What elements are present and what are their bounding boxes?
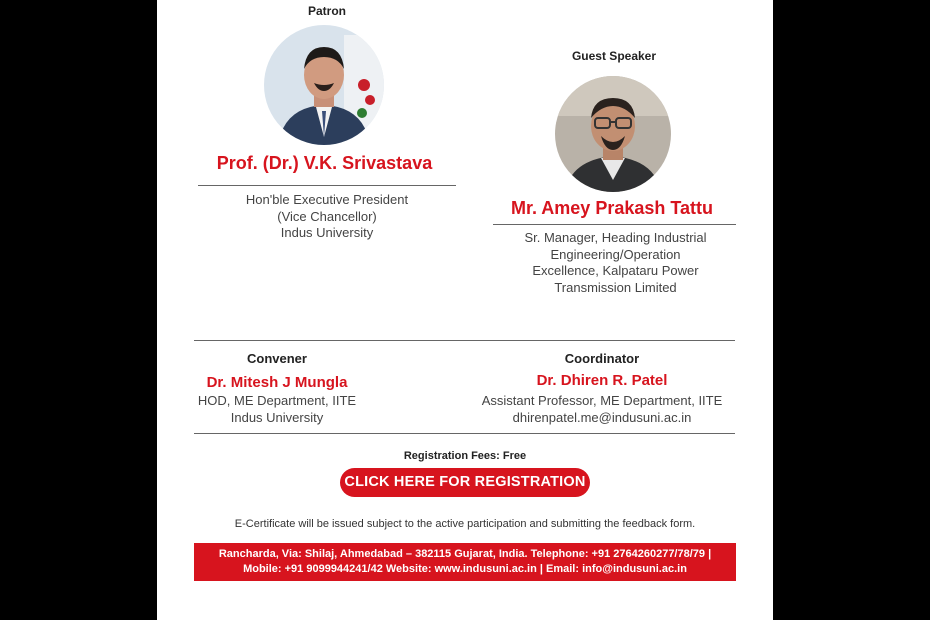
event-poster [157, 0, 773, 620]
coordinator-description [462, 393, 742, 426]
convener-heading: Convener [247, 351, 307, 366]
coordinator-name: Dr. Dhiren R. Patel [536, 372, 668, 389]
guest-speaker-description [487, 230, 744, 296]
section-divider [194, 433, 735, 434]
patron-divider [198, 185, 456, 186]
patron-description [197, 192, 457, 242]
registration-fees: Registration Fees: Free [403, 450, 527, 462]
guest-line: Engineering/Operation [550, 246, 681, 262]
guest-speaker-divider [493, 224, 736, 225]
convener-line: HOD, ME Department, IITE [197, 393, 357, 408]
patron-line: (Vice Chancellor) [277, 208, 377, 224]
convener-description [182, 393, 372, 426]
guest-line: Transmission Limited [554, 279, 677, 295]
patron-name: Prof. (Dr.) V.K. Srivastava [216, 153, 433, 173]
coordinator-line: Assistant Professor, ME Department, IITE [481, 393, 723, 408]
person-photo-icon [555, 76, 671, 192]
coordinator-heading: Coordinator [564, 351, 640, 366]
patron-heading: Patron [307, 4, 346, 18]
registration-button[interactable]: CLICK HERE FOR REGISTRATION [340, 468, 590, 497]
section-divider [194, 340, 735, 341]
guest-line: Excellence, Kalpataru Power [532, 263, 699, 278]
person-photo-icon [264, 25, 384, 145]
guest-speaker-photo [555, 76, 671, 192]
certificate-note: E-Certificate will be issued subject to the active participation and submitting the feedback form. [234, 518, 696, 530]
footer-address-line: Rancharda, Via: Shilaj, Ahmedabad – 382115 Gujarat, India. Telephone: +91 2764260277/78/79 | [218, 548, 712, 560]
guest-line: Sr. Manager, Heading Industrial [524, 230, 707, 245]
footer-contact-line: Mobile: +91 9099944241/42 Website: www.indusuni.ac.in | Email: info@indusuni.ac.in [243, 563, 687, 575]
convener-line: Indus University [230, 409, 324, 425]
patron-photo [264, 25, 384, 145]
guest-speaker-name: Mr. Amey Prakash Tattu [510, 198, 714, 218]
coordinator-email: dhirenpatel.me@indusuni.ac.in [512, 409, 692, 425]
guest-speaker-heading: Guest Speaker [571, 49, 657, 63]
patron-line: Indus University [280, 225, 374, 240]
convener-name: Dr. Mitesh J Mungla [206, 374, 348, 391]
contact-footer [194, 543, 736, 581]
patron-line: Hon'ble Executive President [245, 192, 409, 207]
